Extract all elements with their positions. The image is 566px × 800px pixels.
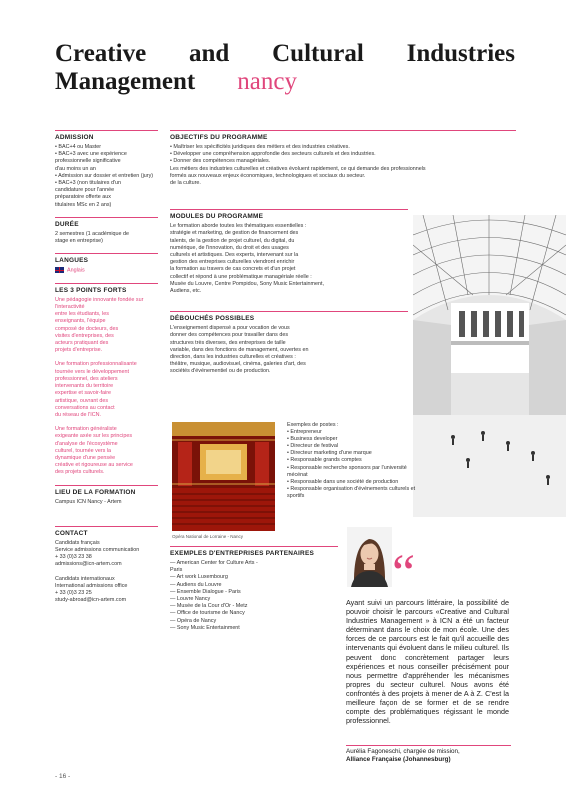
list-item: du réseau de l'ICN.	[55, 411, 101, 418]
list-item: Paris	[170, 567, 183, 574]
list-item: — Opéra de Nancy	[170, 617, 217, 624]
objectifs-list	[170, 144, 516, 187]
testimonial-signature	[346, 745, 511, 764]
admission-section	[55, 130, 158, 209]
section-title: OBJECTIFS DU PROGRAMME	[170, 134, 268, 141]
title-word: Management	[55, 68, 196, 95]
list-item: dynamique d'une pensée	[55, 454, 116, 461]
list-item: la formation au travers de cas concrets et d'un projet	[170, 266, 296, 273]
postes-block	[287, 422, 507, 500]
contact-list	[55, 540, 158, 605]
list-item: • Responsable recherche sponsors par l'université	[287, 464, 407, 471]
list-item: culturel, tournée vers la	[55, 447, 112, 454]
title-word: Creative	[55, 40, 147, 67]
list-item: stratégie et marketing, de gestion de financement des	[170, 230, 299, 237]
signature-name: Aurélia Fagoneschi, chargée de mission,	[346, 748, 460, 755]
postes-list	[287, 429, 507, 500]
portrait-illustration	[347, 527, 392, 587]
list-item: Une pédagogie innovante fondée sur l'interactivité	[55, 296, 144, 311]
list-item: sportifs	[287, 492, 305, 499]
left-column	[55, 130, 158, 604]
exemples-section	[170, 546, 338, 632]
section-title: DÉBOUCHÉS POSSIBLES	[170, 315, 255, 323]
list-item: d'analyse de l'écosystème	[55, 440, 118, 447]
title-line-1	[55, 40, 515, 68]
lieu-section	[55, 485, 158, 506]
list-item: Candidats internationaux	[55, 575, 115, 582]
debouches-list	[170, 325, 408, 375]
points-section	[55, 283, 158, 477]
section-title: ADMISSION	[55, 134, 94, 141]
list-item: • BAC+3 avec une expérience professionnelle significative	[55, 151, 127, 165]
list-item: conversations au contact	[55, 404, 115, 411]
list-item: artistique, ouvrant des	[55, 397, 109, 404]
title-word: Industries	[406, 40, 515, 67]
list-item: • Entrepreneur	[287, 429, 322, 436]
list-item: préparatoire offerte aux	[55, 194, 111, 201]
list-item: + 33 (0)3 23 38	[55, 554, 92, 561]
list-item: mécénat	[287, 471, 308, 478]
modules-section	[170, 209, 408, 295]
debouches-section	[170, 311, 408, 375]
list-item: Les métiers des industries culturelles et créatives évoluent rapidement, ce qui demande des professionnels	[170, 165, 426, 172]
list-item: enseignants, l'équipe	[55, 318, 106, 325]
list-item: Une formation généraliste	[55, 426, 117, 433]
list-item: — Audiens du Louvre	[170, 581, 222, 588]
contact-section	[55, 526, 158, 605]
list-item: Une formation professionnalisante	[55, 361, 137, 368]
quote-icon: “	[392, 545, 416, 602]
list-item: • BAC+4 ou Master	[55, 144, 102, 150]
list-item: formés aux nouveaux enjeux économiques, technologiques et sociaux du secteur.	[170, 172, 366, 179]
list-item: acteurs pratiquant des	[55, 340, 109, 347]
lieu-list	[55, 499, 158, 506]
list-item: créative et rigoureuse au service	[55, 462, 133, 469]
list-item: candidature pour l'année	[55, 187, 115, 194]
list-item: • Responsable grands comptes	[287, 457, 362, 464]
langues-item	[55, 267, 158, 275]
list-item: intervenants du territoire	[55, 383, 114, 390]
list-item: théâtre, musique, audiovisuel, cinéma, galeries d'art, des	[170, 361, 306, 368]
title-accent-word: nancy	[237, 68, 297, 95]
list-item: donner des compétences pour travailler dans des	[170, 332, 289, 339]
list-item: • Directeur marketing d'une marque	[287, 450, 372, 457]
theatre-photo	[172, 422, 275, 531]
exemples-list	[170, 560, 338, 632]
list-item: Musée du Louvre, Centre Pompidou, Sony Music Entertainment,	[170, 280, 325, 287]
list-item: International admissions office	[55, 582, 128, 589]
list-item: • Directeur de festival	[287, 443, 339, 450]
list-item: admissions@icn-artem.com	[55, 561, 122, 568]
theatre-illustration	[172, 422, 275, 531]
list-item: Le formation aborde toutes les thématiques essentielles :	[170, 223, 307, 230]
list-item	[55, 419, 158, 426]
section-title: LIEU DE LA FORMATION	[55, 488, 136, 496]
list-item: Service admissions communication	[55, 546, 140, 553]
list-item: • Développer une compréhension approfondie des secteurs culturels et des industries.	[170, 151, 376, 158]
list-item: Campus ICN Nancy - Artem	[55, 498, 122, 505]
list-item: composé de docteurs, des	[55, 325, 119, 332]
list-item: + 33 (0)3 23 25	[55, 589, 92, 596]
section-title: LES 3 POINTS FORTS	[55, 286, 127, 294]
testimonial-avatar	[347, 527, 392, 587]
list-item: 2 semestres (1 académique de	[55, 230, 130, 237]
langues-label: Anglais	[67, 267, 85, 274]
page-number: - 16 -	[55, 773, 71, 780]
page-title	[55, 40, 515, 96]
list-item: entre les étudiants, les	[55, 311, 109, 318]
list-item: visites d'entreprises, des	[55, 332, 114, 339]
list-item: d'au moins un an	[55, 165, 96, 172]
list-item: study-abroad@icn-artem.com	[55, 597, 127, 604]
list-item	[55, 569, 158, 576]
list-item: sociétés d'événementiel ou de production.	[170, 368, 271, 375]
testimonial-text: Ayant suivi un parcours littéraire, la possibilité de pouvoir choisir le parcours «Creative and Cultural Industries Management » à ICN a été un facteur déterminant dans le choix de mon école. Une des forces de ce parcours est le fait qu'il accueille des intervenants qui évoluent dans le milieu culturel. Ils peuvent donc concrètement partager leurs expériences et nous conseiller précisément pour nous permettre d'appréhender les mécanismes propres du secteur culturel. Nous avons été confrontés à des projets à mener de A à Z. C'est la meilleure façon de se former et de se rendre compte des problématiques régissant le monde professionnel.	[346, 598, 509, 726]
list-item: • Responsable organisation d'événements culturels et	[287, 485, 416, 492]
list-item: structures très diverses, des entreprises de taille	[170, 339, 286, 346]
list-item: • Business developer	[287, 436, 338, 443]
list-item: • Admission sur dossier et entretien (jury)	[55, 172, 154, 179]
list-item: talents, de la gestion de projet culturel, du digital, du	[170, 237, 295, 244]
list-item: Candidats français	[55, 539, 100, 546]
langues-section	[55, 253, 158, 275]
list-item: • Donner des compétences managériales.	[170, 158, 271, 165]
objectifs-section	[170, 130, 516, 187]
list-item: culturels et artistiques. Des experts, intervenant sur la	[170, 252, 299, 259]
section-title: LANGUES	[55, 257, 89, 265]
list-item: — Sony Music Entertainment	[170, 624, 240, 631]
list-item: • Responsable dans une société de production	[287, 478, 399, 485]
list-item: — Musée de la Cour d'Or - Metz	[170, 603, 248, 610]
section-title: EXEMPLES D'ENTREPRISES PARTENAIRES	[170, 550, 315, 557]
list-item: — Art work Luxembourg	[170, 574, 228, 581]
uk-flag-icon	[55, 267, 64, 273]
list-item: — Office de tourisme de Nancy	[170, 610, 245, 617]
list-item: des projets culturels.	[55, 469, 105, 476]
list-item: Audiens, etc.	[170, 288, 202, 295]
list-item: numérique, de l'innovation, du droit et des usages	[170, 244, 289, 251]
list-item: gestion des entreprises culturelles viendront enrichir	[170, 259, 295, 266]
admission-list	[55, 144, 158, 209]
section-title: CONTACT	[55, 529, 88, 537]
signature-org: Alliance Française (Johannesburg)	[346, 756, 451, 763]
section-title: MODULES DU PROGRAMME	[170, 213, 264, 221]
list-item: titulaires MSc en 2 ans)	[55, 201, 112, 208]
title-line-2	[55, 68, 515, 96]
title-word: Cultural	[272, 40, 364, 67]
photo-caption: Opéra National de Lorraine - Nancy	[172, 534, 244, 539]
postes-label: Exemples de postes :	[287, 422, 339, 428]
list-item: L'enseignement dispensé a pour vocation de vous	[170, 325, 290, 332]
duree-section	[55, 217, 158, 245]
list-item: • BAC+3 (non titulaires d'un	[55, 180, 121, 187]
list-item: direction, dans les industries culturelles et créatives :	[170, 354, 296, 361]
list-item: exigeante axée sur les principes	[55, 433, 133, 440]
list-item: tournée vers le développement	[55, 368, 130, 375]
list-item: expertise et savoir-faire	[55, 390, 112, 397]
title-word: and	[188, 40, 230, 67]
section-title: DURÉE	[55, 220, 79, 228]
list-item: projets d'entreprise.	[55, 347, 103, 354]
list-item: • Maîtriser les spécificités juridiques des métiers et des industries créatives.	[170, 144, 350, 150]
list-item: collectif et répond à une problématique managériale réelle :	[170, 273, 312, 280]
list-item: — American Center for Culture Arts -	[170, 560, 258, 566]
list-item: — Louvre Nancy	[170, 596, 211, 603]
duree-list	[55, 231, 158, 245]
list-item: stage en entreprise)	[55, 238, 103, 245]
list-item	[55, 354, 158, 361]
list-item: variable, dans des fonctions de management, ouvertes en	[170, 346, 309, 353]
modules-list	[170, 223, 408, 295]
list-item: professionnel, des ateliers	[55, 375, 118, 382]
list-item: — Ensemble Dialogue - Paris	[170, 588, 241, 595]
list-item: de la culture.	[170, 180, 201, 187]
points-list	[55, 297, 158, 477]
